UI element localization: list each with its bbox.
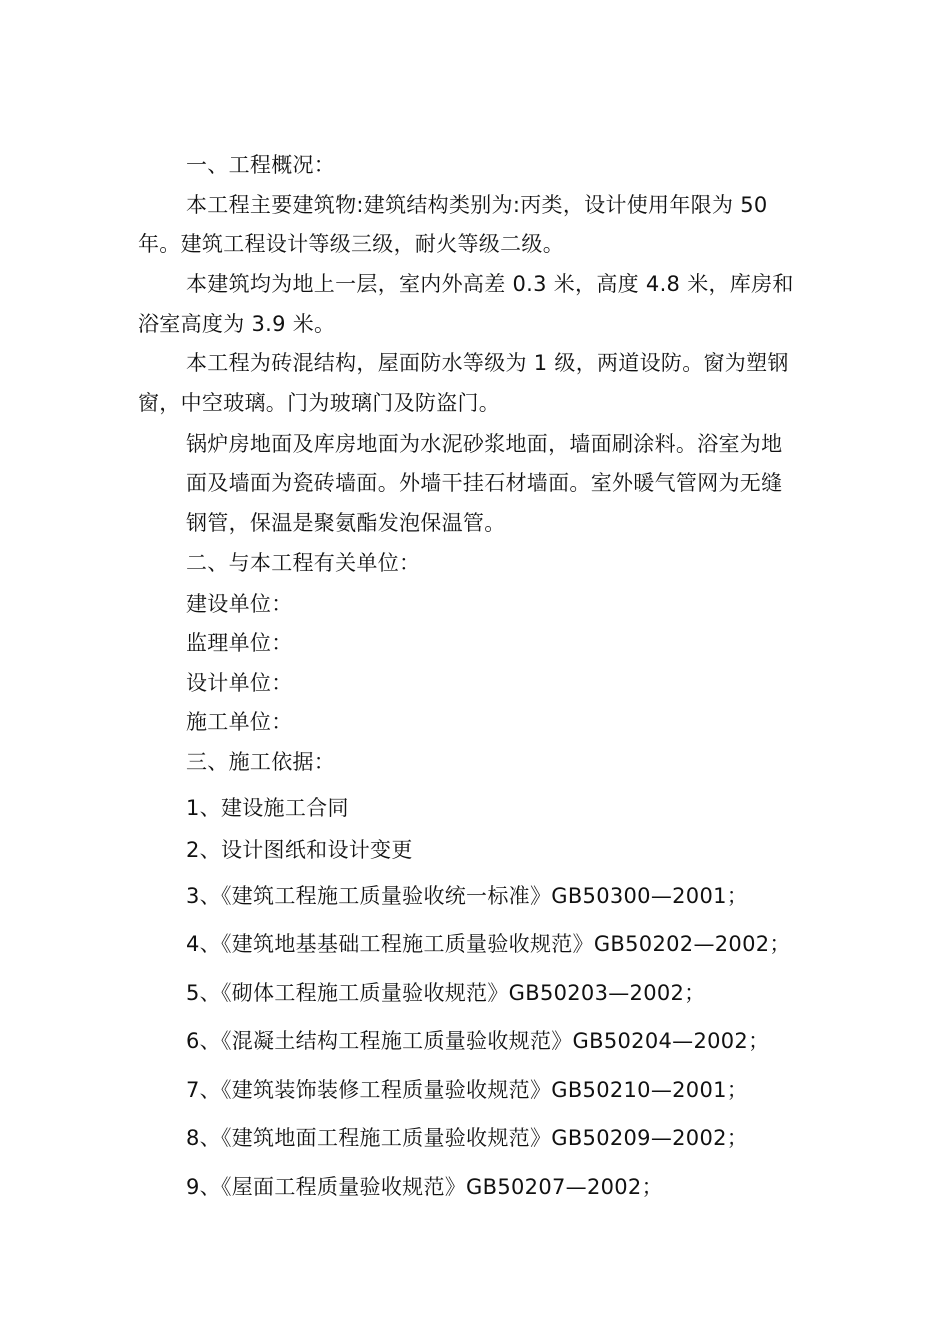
basis-item-9: 9、《屋面工程质量验收规范》GB50207—2002； — [186, 1175, 663, 1199]
paragraph-1-line-2: 年。建筑工程设计等级三级，耐火等级二级。 — [138, 232, 564, 256]
basis-item-8: 8、《建筑地面工程施工质量验收规范》GB50209—2002； — [186, 1126, 749, 1150]
paragraph-3-line-2: 窗，中空玻璃。门为玻璃门及防盗门。 — [138, 391, 501, 415]
paragraph-2-line-2: 浴室高度为 3.9 米。 — [138, 312, 336, 336]
paragraph-1-line-1: 本工程主要建筑物:建筑结构类别为:丙类，设计使用年限为 50 — [186, 193, 768, 217]
basis-item-4: 4、《建筑地基基础工程施工质量验收规范》GB50202—2002； — [186, 932, 791, 956]
basis-item-1: 1、建设施工合同 — [186, 796, 349, 820]
section-3-heading: 三、施工依据： — [186, 750, 336, 774]
paragraph-3-line-1: 本工程为砖混结构，屋面防水等级为 1 级，两道设防。窗为塑钢 — [186, 351, 789, 375]
section-2-heading: 二、与本工程有关单位： — [186, 551, 421, 575]
supervision-unit-label: 监理单位： — [186, 631, 293, 655]
basis-item-3: 3、《建筑工程施工质量验收统一标准》GB50300—2001； — [186, 884, 749, 908]
paragraph-4-line-2: 面及墙面为瓷砖墙面。外墙干挂石材墙面。室外暖气管网为无缝 — [186, 471, 783, 495]
basis-item-6: 6、《混凝土结构工程施工质量验收规范》GB50204—2002； — [186, 1029, 770, 1053]
basis-item-2: 2、设计图纸和设计变更 — [186, 838, 413, 862]
basis-item-7: 7、《建筑装饰装修工程质量验收规范》GB50210—2001； — [186, 1078, 749, 1102]
construction-unit-label: 建设单位： — [186, 592, 293, 616]
paragraph-2-line-1: 本建筑均为地上一层，室内外高差 0.3 米，高度 4.8 米，库房和 — [186, 272, 794, 296]
paragraph-4-line-3: 钢管，保温是聚氨酯发泡保温管。 — [186, 511, 506, 535]
builder-unit-label: 施工单位： — [186, 710, 293, 734]
section-1-heading: 一、工程概况： — [186, 153, 336, 177]
basis-item-5: 5、《砌体工程施工质量验收规范》GB50203—2002； — [186, 981, 706, 1005]
paragraph-4-line-1: 锅炉房地面及库房地面为水泥砂浆地面，墙面刷涂料。浴室为地 — [186, 432, 783, 456]
design-unit-label: 设计单位： — [186, 671, 293, 695]
